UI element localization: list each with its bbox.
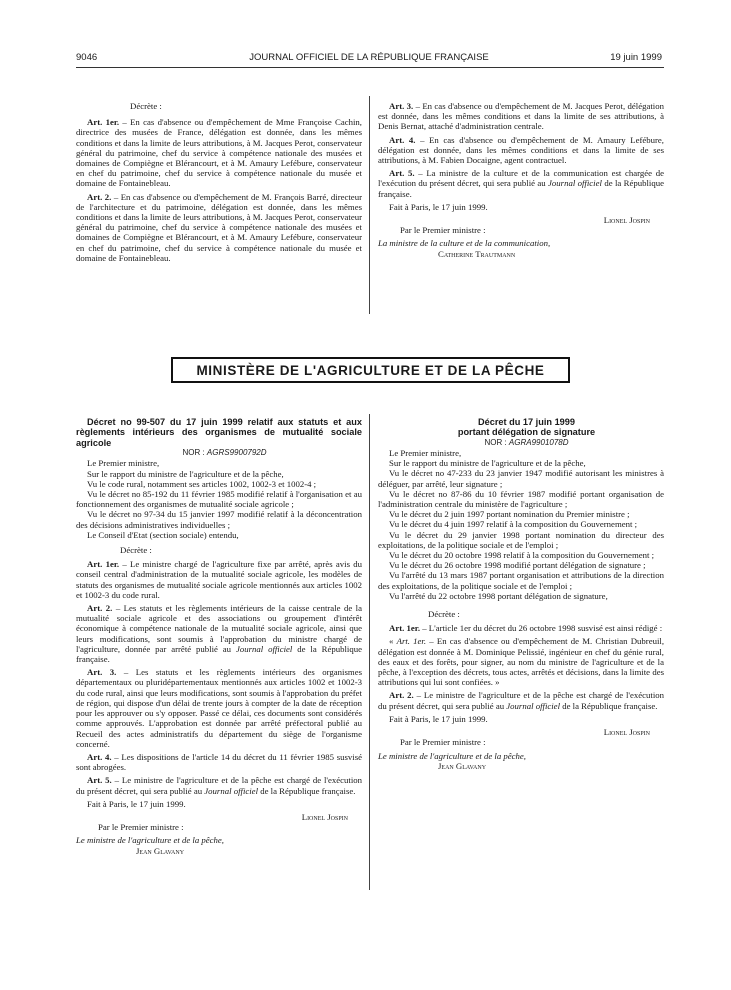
article-label: Art. 2. [87, 191, 112, 202]
article-paragraph [76, 667, 362, 749]
signing-place-date: Fait à Paris, le 17 juin 1999. [87, 798, 186, 809]
article-text: – Les dispositions de l'article 14 du décret du 11 février 1985 susvisé sont abrogées. [76, 751, 362, 773]
nor-label: NOR : [484, 437, 509, 447]
preamble-line: Vu le code rural, notamment ses articles 1002, 1002-3 et 1002-4 ; [87, 478, 317, 489]
article-paragraph [76, 192, 362, 263]
article-label: Art. 5. [389, 168, 415, 179]
article-text: – En cas d'absence ou d'empêchement de M. Jacques Perot, délégation est donnée, dans les mêmes conditions et dans la limite de ses attributions, à Denis Bernat, attaché d'administration centrale. [378, 101, 664, 132]
article-label: Art. 5. [87, 775, 112, 786]
pm-signature: Lionel Jospin [603, 215, 650, 226]
header-rule [76, 67, 664, 68]
pm-signature: Lionel Jospin [301, 811, 348, 822]
preamble-line: Vu le décret no 97-34 du 15 janvier 1997 modifié relatif à la déconcentration des décisions administratives individuelles ; [76, 509, 362, 530]
culture-decree-continued-left [76, 101, 362, 263]
article-label: Art. 2. [87, 603, 113, 614]
quoted-article [378, 636, 664, 687]
pm-signature: Lionel Jospin [603, 727, 650, 738]
article-paragraph [378, 690, 664, 710]
article-text: de la République française. [378, 178, 664, 199]
article-paragraph [76, 559, 362, 600]
preamble-line: Le Premier ministre, [389, 448, 462, 459]
preamble-line: Vu le décret du 29 janvier 1998 portant nomination du directeur des exploitations, de la politique sociale et de l'emploi ; [378, 529, 664, 550]
article-text: – En cas d'absence ou d'empêchement de M. François Barré, directeur de l'architecture et du patrimoine, délégation est donnée, dans les mêmes conditions et dans la limite de leurs attributions, à M. Jacques Perot, conservateur général du patrimoine, chef du service à compétence nationale des musées et domaines de Compiègne et Blérancourt, et à M. Amaury Lefébure, conservateur en chef du patrimoine, chef du service à compétence nationale du musée et domaine de Fontainebleau. [76, 191, 362, 263]
journal-title: JOURNAL OFFICIEL DE LA RÉPUBLIQUE FRANÇAISE [249, 52, 489, 63]
decree-subtitle: portant délégation de signature [457, 427, 596, 438]
article-text: de la République française. [560, 700, 658, 711]
column-divider [369, 414, 370, 890]
nor-reference [378, 438, 664, 448]
article-label: Art. 2. [389, 690, 414, 701]
journal-officiel-ref: Journal officiel [548, 178, 602, 189]
article-label: Art. 4. [87, 751, 112, 762]
preamble-line: Sur le rapport du ministre de l'agriculture et de la pêche, [87, 468, 284, 479]
by-pm-line: Par le Premier ministre : [400, 225, 486, 236]
article-text: de la République française. [76, 643, 362, 665]
preamble-line: Vu le décret du 4 juin 1997 relatif à la composition du Gouvernement ; [389, 519, 638, 530]
journal-officiel-ref: Journal officiel [235, 643, 293, 654]
nor-code: AGRA9901078D [508, 437, 569, 447]
decrete-heading: Décrète : [428, 609, 460, 620]
preamble-line: Le Premier ministre, [87, 458, 160, 469]
preamble-line: Vu le décret du 26 octobre 1998 modifié portant délégation de signature ; [389, 560, 646, 571]
article-paragraph [76, 603, 362, 664]
preamble-line: Vu le décret no 87-86 du 10 février 1987 modifié portant organisation de l'administration centrale du ministère de l'agriculture ; [378, 488, 664, 510]
column-divider [369, 96, 370, 314]
nor-code: AGRS9900792D [206, 448, 267, 458]
by-pm-line: Par le Premier ministre : [400, 737, 486, 748]
nor-label: NOR : [182, 448, 207, 458]
preamble-line: Vu l'arrêté du 13 mars 1987 portant organisation et attributions de la direction des exploitations, de la politique sociale et de l'emploi ; [378, 570, 664, 591]
issue-date: 19 juin 1999 [610, 52, 662, 63]
minister-title: La ministre de la culture et de la communication, [378, 238, 551, 249]
preamble-line: Le Conseil d'Etat (section sociale) entendu, [87, 529, 239, 540]
decree-title: Décret no 99-507 du 17 juin 1999 relatif aux statuts et aux règlements intérieurs des organismes de mutualité sociale agricole [76, 417, 362, 448]
article-text: – La ministre de la culture et de la communication est chargée de l'exécution du présent décret, qui sera publié au [378, 168, 664, 189]
journal-officiel-ref: Journal officiel [204, 785, 259, 796]
article-paragraph [76, 775, 362, 795]
article-text: – Les statuts et les règlements intérieurs des organismes départementaux ou pluridépartementaux mentionnés aux articles 1002 et 1002-3 du code rural, ainsi que leurs modifications, sont soumis à l'approbation du préfet de région, qui dispose d'un délai de trente jours à compter de la date de réception pour les approuver ou s'y opposer. Passé ce délai, ces documents sont considérés comme approuvés. L'approbation est donnée par arrêté préfectoral publié au Recueil des actes administratifs du département du siège de l'organisme concerné. [76, 667, 362, 749]
article-text: – Le ministre chargé de l'agriculture fixe par arrêté, après avis du conseil central d'administration de la mutualité sociale agricole, les modèles de statuts des organismes de mutualité sociale agricole mentionnés aux articles 1002 et 1002-3 du code rural. [76, 559, 362, 600]
article-text: – Les statuts et les règlements intérieurs de la caisse centrale de la mutualité sociale agricole et des associations ou groupement d'intérêt économique à compétence nationale de la mutualité sociale agricole, ainsi que leurs modifications, sont soumis à l'approbation du ministre chargé de l'agriculture, donnée par arrêté publié au [76, 603, 362, 654]
article-label: Art. 1er. [87, 117, 120, 128]
culture-decree-continued-right [378, 101, 664, 259]
signing-place-date: Fait à Paris, le 17 juin 1999. [389, 713, 488, 724]
preamble-line: Sur le rapport du ministre de l'agriculture et de la pêche, [389, 458, 586, 469]
article-label: Art. 4. [389, 134, 416, 145]
minister-title: Le ministre de l'agriculture et de la pêche, [378, 750, 526, 761]
page-header [76, 52, 662, 66]
article-text: – En cas d'absence ou d'empêchement de M. Amaury Lefébure, délégation est donnée, dans les mêmes conditions et dans la limite de ses attributions, à M. Fabien Docaigne, agent contractuel. [378, 134, 664, 166]
decrete-heading: Décrète : [120, 545, 152, 556]
quote-mark: « [389, 636, 397, 647]
article-paragraph [378, 168, 664, 199]
article-text: – En cas d'absence ou d'empêchement de Mme Françoise Cachin, directrice des musées de France, délégation est donnée, dans les mêmes conditions et dans la limite de leurs attributions, à M. Jacques Perot, conservateur général du patrimoine, chef du service à compétence nationale des musées et domaines de Compiègne et Blérancourt, et à M. Amaury Lefébure, conservateur en chef du patrimoine, chef du service à compétence nationale du musée et domaine de Fontainebleau. [76, 117, 362, 189]
by-pm-line: Par le Premier ministre : [98, 822, 184, 833]
minister-signature: Jean Glavany [438, 760, 487, 771]
preamble-line: Vu le décret du 2 juin 1997 portant nomination du Premier ministre ; [389, 509, 630, 520]
preamble-line: Vu l'arrêté du 22 octobre 1998 portant délégation de signature, [389, 590, 608, 601]
article-paragraph [378, 101, 664, 132]
article-label: Art. 1er. [396, 636, 427, 647]
decree-99-507 [76, 417, 362, 856]
preamble-line: Vu le décret no 85-192 du 11 février 1985 modifié relatif à l'organisation et au fonctionnement des organismes de mutualité sociale agricole ; [76, 489, 362, 510]
nor-reference [76, 448, 362, 458]
article-label: Art. 1er. [87, 559, 120, 570]
ministry-banner: MINISTÈRE DE L'AGRICULTURE ET DE LA PÊCHE [171, 357, 570, 383]
journal-officiel-ref: Journal officiel [506, 700, 561, 711]
minister-title: Le ministre de l'agriculture et de la pêche, [76, 835, 224, 846]
article-label: Art. 3. [87, 667, 117, 678]
decree-title: Décret du 17 juin 1999 [477, 417, 576, 427]
article-text: – Le ministre de l'agriculture et de la pêche est chargé de l'exécution du présent décret, qui sera publié au [378, 690, 664, 711]
article-paragraph [378, 623, 664, 633]
article-paragraph [76, 752, 362, 772]
preamble-line: Vu le décret no 47-233 du 23 janvier 1947 modifié autorisant les ministres à déléguer, par arrêté, leur signature ; [378, 468, 664, 489]
article-label: Art. 1er. [389, 623, 421, 634]
minister-signature: Jean Glavany [136, 845, 185, 856]
minister-signature: Catherine Trautmann [438, 248, 516, 259]
decrete-heading: Décrète : [130, 101, 162, 111]
article-paragraph [76, 117, 362, 188]
article-text: – L'article 1er du décret du 26 octobre 1998 susvisé est ainsi rédigé : [420, 623, 663, 634]
article-text: – En cas d'absence ou d'empêchement de M. Christian Dubreuil, délégation est donnée à M. Dominique Pelissié, ingénieur en chef du génie rural, des eaux et des forêts, pour signer, au nom du ministre de l'agriculture et de la pêche, à l'exception des décrets, tous actes, arrêtés et décisions, dans la limite des attributions qui lui sont confiées. » [378, 636, 665, 688]
signing-place-date: Fait à Paris, le 17 juin 1999. [389, 201, 488, 212]
article-paragraph [378, 135, 664, 166]
article-text: de la République française. [258, 785, 356, 796]
article-label: Art. 3. [389, 101, 414, 111]
decree-delegation-signature [378, 417, 664, 771]
article-text: – Le ministre de l'agriculture et de la pêche est chargé de l'exécution du présent décret, qui sera publié au [76, 775, 362, 796]
page-number: 9046 [76, 52, 98, 63]
preamble-line: Vu le décret du 20 octobre 1998 relatif à la composition du Gouvernement ; [389, 550, 655, 561]
